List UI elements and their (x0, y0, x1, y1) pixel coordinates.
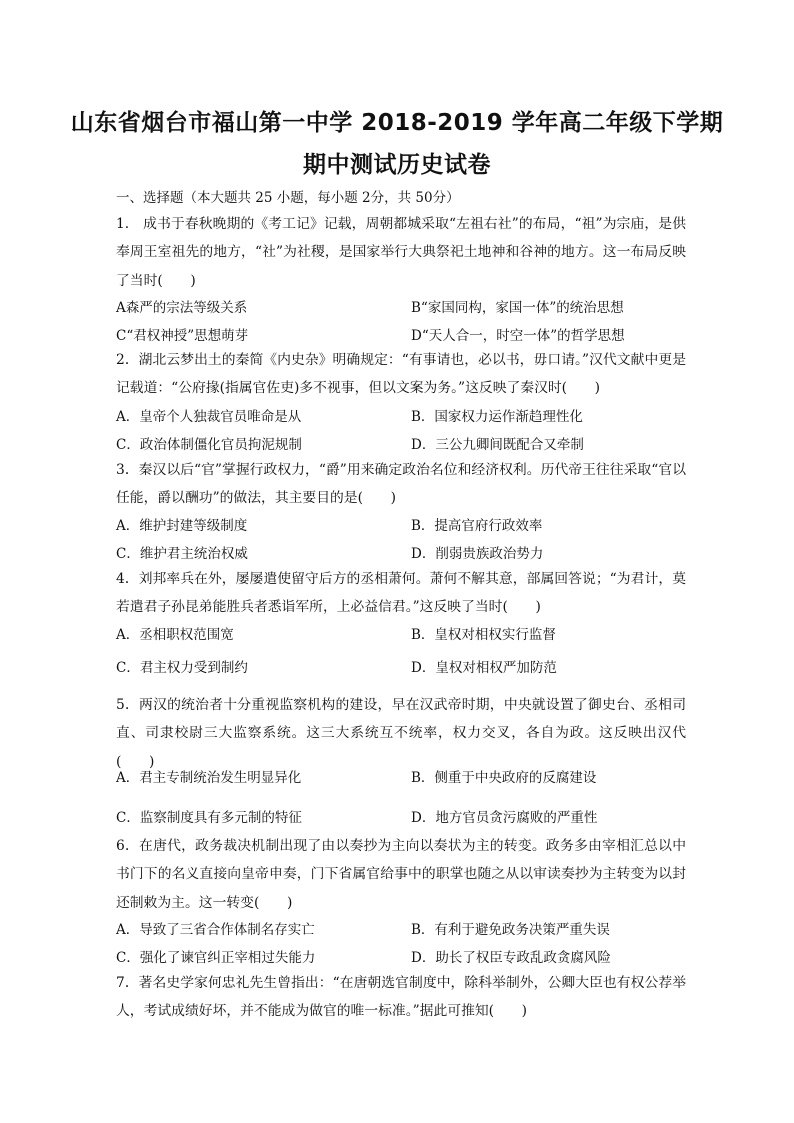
q4-option-c: C．君主权力受到制约 (116, 660, 248, 676)
q5-option-a: A．君主专制统治发生明显异化 (116, 770, 302, 786)
q1-option-c: C“君权神授”思想萌芽 (116, 328, 249, 344)
q6-option-d: D．助长了权臣专政乱政贪腐风险 (411, 950, 611, 966)
q1-option-a: A森严的宗法等级关系 (116, 300, 248, 316)
q2-option-d: D．三公九卿间既配合又牵制 (411, 437, 584, 453)
q1-option-d: D“天人合一，时空一体”的哲学思想 (411, 328, 625, 344)
q3-option-c: C．维护君主统治权威 (116, 546, 248, 562)
q2-option-c: C．政治体制僵化官员拘泥规制 (116, 437, 302, 453)
q2-option-b: B．国家权力运作渐趋理性化 (411, 409, 583, 425)
q3-option-b: B．提高官府行政效率 (411, 518, 543, 534)
section-header: 一、选择题（本大题共 25 小题，每小题 2分，共 50分） (116, 190, 460, 206)
q3-option-d: D．削弱贵族政治势力 (411, 546, 544, 562)
question-2: 2．湖北云梦出土的秦简《内史杂》明确规定：“有事请也，必以书，毋口请。”汉代文献中更是记载道：“公府掾(指属官佐吏)多不视事，但以文案为务。”这反映了秦汉时( ) (116, 352, 686, 397)
question-4: 4．刘邦率兵在外，屡屡遣使留守后方的丞相萧何。萧何不解其意，部属回答说；“为君计，莫若遣君子孙昆弟能胜兵者悉诣军所，上必益信君。”这反映了当时( ) (116, 571, 686, 616)
q4-option-a: A．丞相职权范围宽 (116, 627, 234, 643)
q5-option-d: D．地方官员贪污腐败的严重性 (411, 810, 598, 826)
q4-option-b: B．皇权对相权实行监督 (411, 627, 556, 643)
q1-option-b: B“家国同构，家国一体”的统治思想 (411, 300, 624, 316)
q2-option-a: A．皇帝个人独裁官员唯命是从 (116, 409, 302, 425)
q3-option-a: A．维护封建等级制度 (116, 518, 248, 534)
q5-option-b: B．侧重于中央政府的反腐建设 (411, 770, 597, 786)
q6-option-b: B．有利于避免政务决策严重失误 (411, 922, 610, 938)
question-6: 6．在唐代，政务裁决机制出现了由以奏抄为主向以奏状为主的转变。政务多由宰相汇总以中书门下的名义直接向皇帝申奏，门下省属官给事中的职掌也随之从以审读奏抄为主转变为以封还制敕为主。这一转变( ) (116, 838, 686, 911)
q6-option-c: C．强化了谏官纠正宰相过失能力 (116, 950, 316, 966)
exam-title-line1: 山东省烟台市福山第一中学 2018-2019 学年高二年级下学期 (70, 110, 724, 136)
q6-option-a: A．导致了三省合作体制名存实亡 (116, 922, 315, 938)
question-5: 5．两汉的统治者十分重视监察机构的建设，早在汉武帝时期，中央就设置了御史台、丞相司直、司隶校尉三大监察系统。这三大系统互不统率，权力交叉，各自为政。这反映出汉代( ) (116, 697, 686, 770)
question-3: 3．秦汉以后“官”掌握行政权力，“爵”用来确定政治名位和经济权利。历代帝王往往采取“官以任能，爵以酬功”的做法，其主要目的是( ) (116, 462, 686, 507)
q4-option-d: D．皇权对相权严加防范 (411, 660, 557, 676)
q5-option-c: C．监察制度具有多元制的特征 (116, 810, 302, 826)
question-1: 1. 成书于春秋晚期的《考工记》记载，周朝都城采取“左祖右社”的布局，“祖”为宗庙，是供奉周王室祖先的地方，“社”为社稷，是国家举行大典祭祀土地神和谷神的地方。这一布局反映了当时( ) (116, 216, 686, 289)
question-7: 7．著名史学家何忠礼先生曾指出：“在唐朝选官制度中，除科举制外，公卿大臣也有权公荐举人，考试成绩好坏，并不能成为做官的唯一标准。”据此可推知( ) (116, 975, 686, 1020)
exam-title-line2: 期中测试历史试卷 (303, 152, 491, 178)
